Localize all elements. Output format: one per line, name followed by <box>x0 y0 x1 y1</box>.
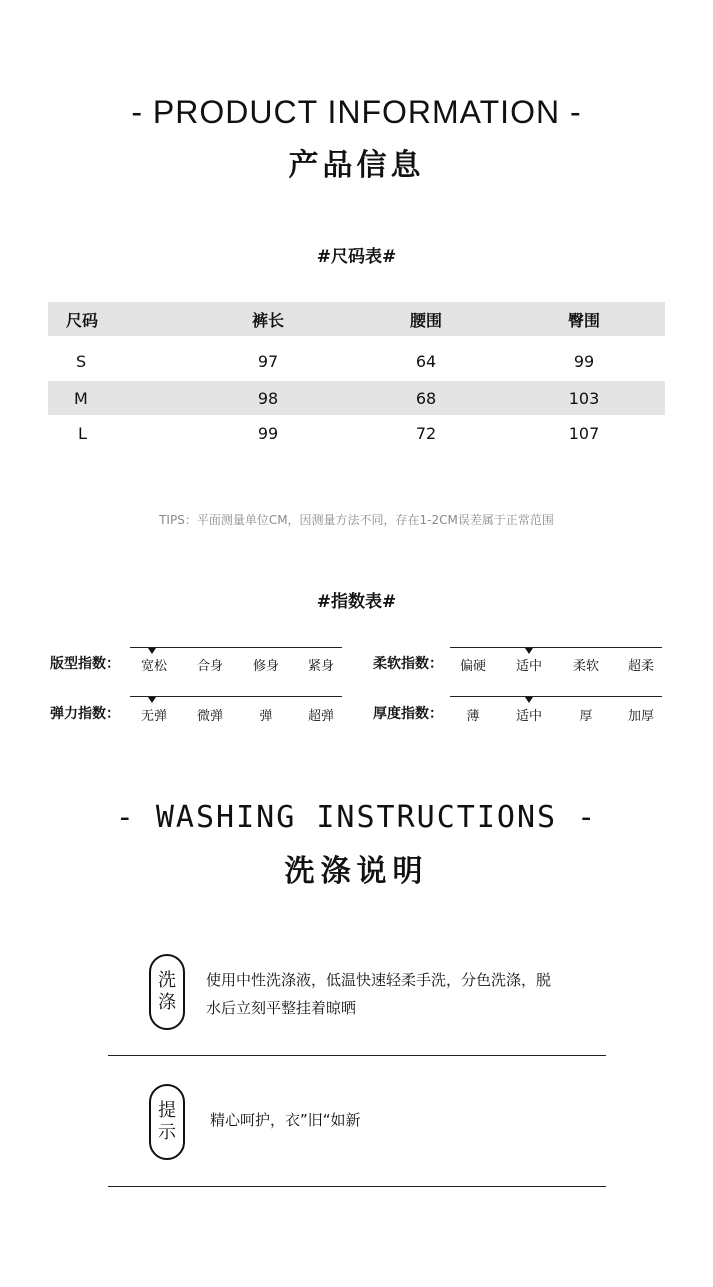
hip-cell: 99 <box>573 351 595 371</box>
selected-marker-icon <box>148 697 156 703</box>
section-divider <box>108 1186 606 1187</box>
thickness-option: 薄 <box>466 709 480 724</box>
size-cell: L <box>78 423 87 443</box>
fit-option: 宽松 <box>140 659 167 674</box>
section-divider <box>108 1055 606 1056</box>
washing-heading-cn: 洗涤说明 <box>284 854 429 889</box>
table-row <box>48 381 665 415</box>
selected-marker-icon <box>148 648 156 654</box>
wash-badge-char: 洗 <box>158 970 176 991</box>
tip-badge <box>149 1084 185 1160</box>
elasticity-option: 微弹 <box>196 709 223 724</box>
elasticity-index-line <box>130 696 342 697</box>
fit-option: 合身 <box>196 659 223 674</box>
fit-index-line <box>130 647 342 648</box>
fit-option: 紧身 <box>307 659 334 674</box>
length-cell: 98 <box>257 388 279 408</box>
table-row <box>48 416 665 450</box>
thickness-option: 加厚 <box>627 709 654 724</box>
wash-line: 使用中性洗涤液，低温快速轻柔手洗，分色洗涤，脱 <box>206 971 552 989</box>
thickness-option: 厚 <box>579 709 593 724</box>
hip-cell: 107 <box>568 423 600 443</box>
elasticity-option: 超弹 <box>307 709 334 724</box>
size-table-title: #尺码表# <box>316 247 397 267</box>
column-header-waist: 腰围 <box>409 310 442 330</box>
selected-marker-icon <box>525 648 533 654</box>
elasticity-option: 弹 <box>259 709 273 724</box>
column-header-length: 裤长 <box>251 310 284 330</box>
product-info-heading-cn: 产品信息 <box>288 148 425 183</box>
softness-option: 超柔 <box>627 659 654 674</box>
softness-option: 柔软 <box>572 659 599 674</box>
softness-option: 适中 <box>515 659 542 674</box>
elasticity-index-label: 弹力指数： <box>50 706 120 722</box>
washing-heading-en: - WASHING INSTRUCTIONS - <box>115 800 598 835</box>
size-cell: M <box>74 388 88 408</box>
fit-option: 修身 <box>252 659 279 674</box>
softness-option: 偏硬 <box>459 659 486 674</box>
wash-line: 水后立刻平整挂着晾晒 <box>206 999 357 1017</box>
waist-cell: 72 <box>415 423 437 443</box>
measurement-tips: TIPS：平面测量单位CM，因测量方法不同，存在1-2CM误差属于正常范围 <box>159 513 554 527</box>
wash-instructions-text <box>206 966 551 1022</box>
length-cell: 97 <box>257 351 279 371</box>
size-cell: S <box>76 351 87 371</box>
thickness-index-label: 厚度指数： <box>373 706 443 722</box>
waist-cell: 64 <box>415 351 437 371</box>
column-header-hip: 臀围 <box>567 310 600 330</box>
index-table-title: #指数表# <box>316 592 397 612</box>
softness-index-label: 柔软指数： <box>373 656 443 672</box>
thickness-index-line <box>450 696 662 697</box>
tip-line: 精心呵护，衣”旧“如新 <box>210 1111 361 1129</box>
size-table-header-row <box>48 302 665 336</box>
wash-badge-char: 涤 <box>158 992 176 1013</box>
hip-cell: 103 <box>568 388 600 408</box>
softness-index-line <box>450 647 662 648</box>
selected-marker-icon <box>525 697 533 703</box>
elasticity-option: 无弹 <box>140 709 167 724</box>
waist-cell: 68 <box>415 388 437 408</box>
wash-badge <box>149 954 185 1030</box>
length-cell: 99 <box>257 423 279 443</box>
tip-badge-char: 提 <box>158 1100 176 1121</box>
tip-text <box>210 1106 361 1134</box>
column-header-size: 尺码 <box>66 310 99 330</box>
thickness-option: 适中 <box>515 709 542 724</box>
table-row <box>48 344 665 378</box>
fit-index-label: 版型指数： <box>50 656 120 672</box>
tip-badge-char: 示 <box>158 1122 176 1143</box>
product-info-heading-en: - PRODUCT INFORMATION - <box>131 94 582 130</box>
